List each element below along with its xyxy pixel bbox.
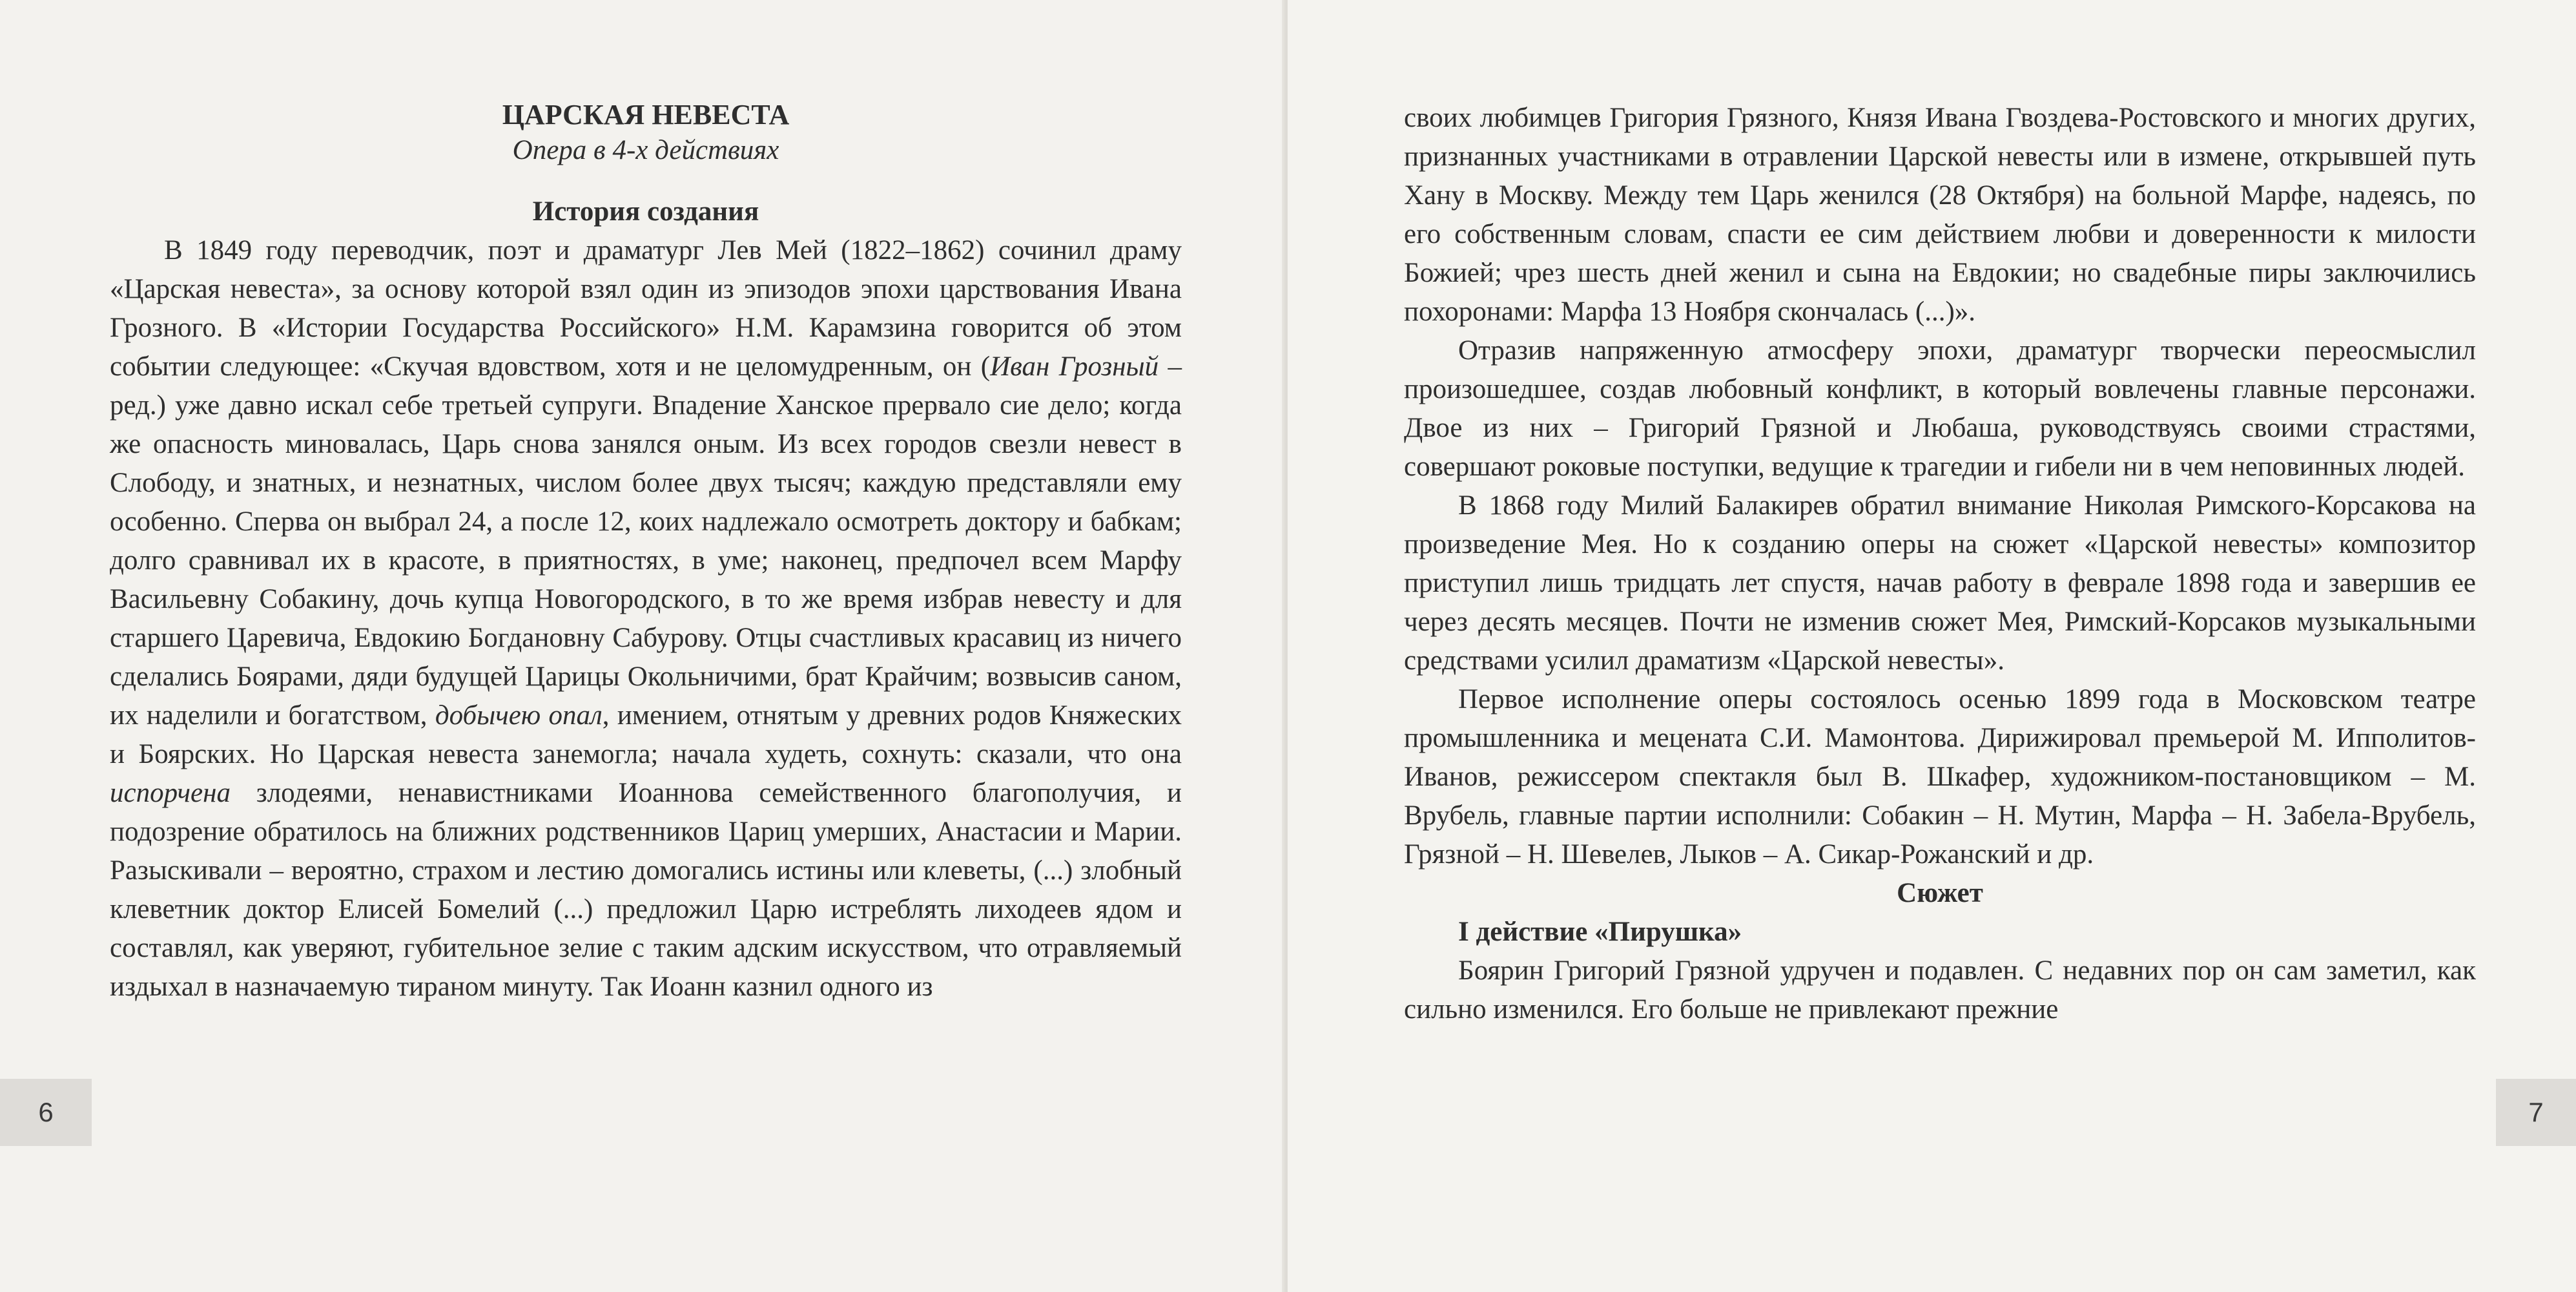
left-page [0, 0, 1285, 1292]
opera-title: ЦАРСКАЯ НЕВЕСТА [502, 99, 790, 130]
paragraph-1868: В 1868 году Милий Балакирев обратил внимание Николая Римского-Корсакова на произведение Мея. Но к созданию оперы на сюжет «Царской невесты» композитор приступил лишь тридцать лет спустя, начав работу в феврале 1898 года и завершив ее через десять месяцев. Почти не изменив сюжет Мея, Римский-Корсаков музыкальными средствами усилил драматизм «Царской невесты». [1404, 490, 2476, 676]
right-page-text [1404, 99, 2476, 1029]
page-number-right: 7 [2496, 1079, 2576, 1146]
section-heading-history: История создания [532, 196, 759, 227]
right-page [1288, 0, 2576, 1292]
history-paragraph: В 1849 году переводчик, поэт и драматург Лев Мей (1822–1862) сочинил драму «Царская невеста», за основу которой взял один из эпизодов эпохи царствования Ивана Грозного. В «Истории Государства Российского» Н.М. Карамзина говорится об этом событии следующее: «Скучая вдовством, хотя и не целомудренным, он (Иван Грозный – ред.) уже давно искал себе третьей супруги. Впадение Ханское прервало сие дело; когда же опасность миновалась, Царь снова занялся оным. Из всех городов свезли невест в Слободу, и знатных, и незнатных, числом более двух тысяч; каждую представляли ему особенно. Сперва он выбрал 24, а после 12, коих надлежало осмотреть доктору и бабкам; долго сравнивал их в красоте, в приятностях, в уме; наконец, предпочел всем Марфу Васильевну Собакину, дочь купца Новогородского, в то же время избрав невесту и для старшего Царевича, Евдокию Богдановну Сабурову. Отцы счастливых красавиц из ничего сделались Боярами, дяди будущей Царицы Окольничими, брат Крайчим; возвысив саном, их наделили и богатством, добычею опал, имением, отнятым у древних родов Княжеских и Боярских. Но Царская невеста занемогла; начала худеть, сохнуть: сказали, что она испорчена злодеями, ненавистниками Иоаннова семейственного благополучия, и подозрение обратилось на ближних родственников Цариц умерших, Анастасии и Марии. Разыскивали – вероятно, страхом и лестию домогались истины или клеветы, (...) злобный клеветник доктор Елисей Бомелий (...) предложил Царю истреблять лиходеев ядом и составлял, как уверяют, губительное зелие с таким адским искусством, что отравляемый издыхал в назначаемую тираном минуту. Так Иоанн казнил одного из [110, 235, 1182, 1002]
page-number-left: 6 [0, 1079, 92, 1146]
left-page-text [110, 96, 1182, 1006]
paragraph-premiere: Первое исполнение оперы состоялось осенью 1899 года в Московском театре промышленника и мецената С.И. Мамонтова. Дирижировал премьерой М. Ипполитов-Иванов, режиссером спектакля был В. Шкафер, художником-постановщиком – М. Врубель, главные партии исполнили: Собакин – Н. Мутин, Марфа – Н. Забела-Врубель, Грязной – Н. Шевелев, Лыков – А. Сикар-Рожанский и др. [1404, 684, 2476, 870]
paragraph-act-one: Боярин Григорий Грязной удручен и подавлен. С недавних пор он сам заметил, как сильно изменился. Его больше не привлекают прежние [1404, 955, 2476, 1025]
opera-subtitle: Опера в 4-х действиях [512, 135, 779, 165]
paragraph-atmosphere: Отразив напряженную атмосферу эпохи, драматург творчески переосмыслил произошедшее, создав любовный конфликт, в который вовлечены главные персонажи. Двое из них – Григорий Грязной и Любаша, руководствуясь своими страстями, совершают роковые поступки, ведущие к трагедии и гибели ни в чем неповинных людей. [1404, 335, 2476, 482]
quote-continuation-paragraph: своих любимцев Григория Грязного, Князя Ивана Гвоздева-Ростовского и многих других, признанных участниками в отравлении Царской невесты или в измене, открывшей путь Хану в Москву. Между тем Царь женился (28 Октября) на больной Марфе, надеясь, по его собственным словам, спасти ее сим действием любви и доверенности к милости Божией; чрез шесть дней женил и сына на Евдокии; но свадебные пиры заключились похоронами: Марфа 13 Ноября скончалась (...)». [1404, 103, 2476, 327]
section-heading-plot: Сюжет [1897, 878, 1983, 908]
act-one-heading: I действие «Пирушка» [1458, 917, 1742, 947]
